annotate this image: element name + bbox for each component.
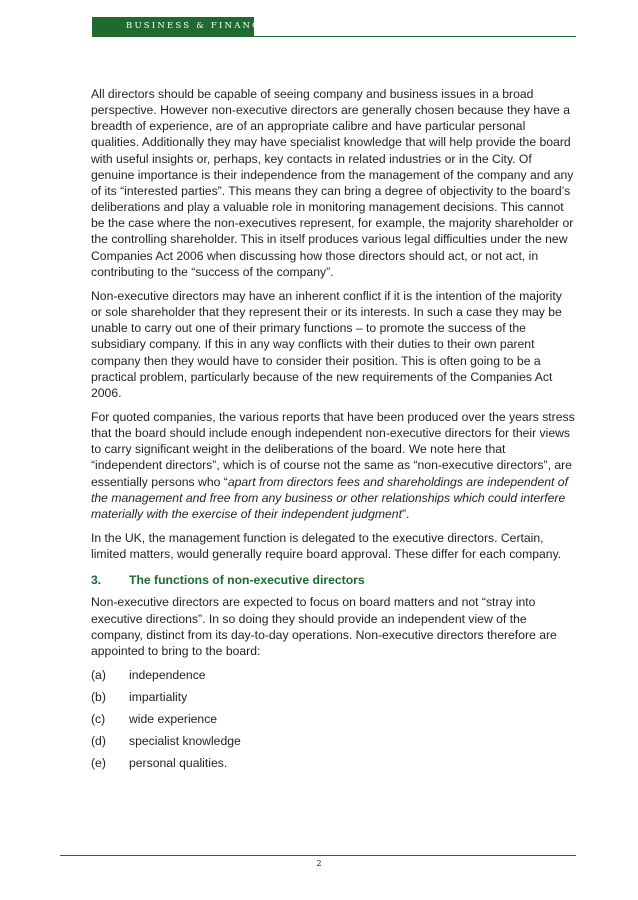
paragraph-3-start: For quoted companies, the various reports that have been produced over the years stress that the board should include enough independent non-executive directors for their views to carry significant weight in the deliberations of the board. We note here that “independent directors”, which is of course not the same as “non-executive directors”, are essentially persons who “ [91, 409, 575, 489]
list-item-label: (a) [91, 668, 106, 682]
paragraph-1: All directors should be capable of seeing company and business issues in a broad perspective. However non-executive directors are generally chosen because they have a breadth of experience, are of an appropriate calibre and have particular personal qualities. Additionally they may have specialist knowledge that will help provide the board with useful insights or, perhaps, key contacts in related industries or in the City. Of genuine importance is their independence from the management of the company and any of its “interested parties”. This means they can bring a degree of objectivity to the board’s deliberations and play a valuable role in monitoring management decisions. This cannot be the case where the non-executives represent, for example, the majority shareholder or the controlling shareholder. This in itself produces various legal difficulties under the new Companies Act 2006 when discussing how those directors should act, or not act, in contributing to the “success of the company”. [91, 87, 574, 279]
section-title: The functions of non-executive directors [129, 573, 365, 588]
paragraph-4: In the UK, the management function is delegated to the executive directors. Certain, limited matters, would generally require board approval. These differ for each company. [91, 531, 562, 562]
list-item [91, 667, 576, 689]
header-rule [254, 36, 576, 37]
section-number: 3. [91, 573, 102, 588]
list-item-text: wide experience [129, 712, 218, 726]
list-item [91, 755, 576, 777]
header-band [92, 17, 270, 37]
paragraph-5: Non-executive directors are expected to focus on board matters and not “stray into executive directions”. In so doing they should provide an independent view of the company, distinct from its day-to-day operations. Non-executive directors therefore are appointed to bring to the board: [91, 595, 557, 658]
page-content [91, 86, 576, 777]
page-number: 2 [316, 859, 322, 868]
list-item [91, 689, 576, 711]
list-item [91, 711, 576, 733]
list-item-text: independence [129, 668, 206, 682]
list-item-text: personal qualities. [129, 756, 228, 770]
paragraph-3 [91, 409, 576, 522]
footer-rule [60, 855, 576, 856]
list-item-label: (e) [91, 756, 106, 770]
list-item [91, 733, 576, 755]
list-item-label: (c) [91, 712, 106, 726]
list-item-text: impartiality [129, 690, 188, 704]
list-item-label: (b) [91, 690, 106, 704]
paragraph-2: Non-executive directors may have an inherent conflict if it is the intention of the majority or sole shareholder that they represent their or its interests. In such a case they may be unable to carry out one of their primary functions – to promote the success of the subsidiary company. If this in any way conflicts with their duties to their own parent company then they would have to consider their position. This is often going to be a practical problem, particularly because of the new requirements of the Companies Act 2006. [91, 288, 562, 400]
paragraph-3-quote: apart from directors fees and shareholdings are independent of the management and free from any business or other relationships which could interfere materially with the exercise of their independent judgment [91, 474, 568, 521]
function-list [91, 667, 576, 777]
list-item-text: specialist knowledge [129, 734, 241, 748]
section-heading [91, 572, 576, 588]
list-item-label: (d) [91, 734, 106, 748]
paragraph-3-end: ”. [401, 506, 410, 521]
header-label: BUSINESS & FINANCE [126, 21, 270, 31]
